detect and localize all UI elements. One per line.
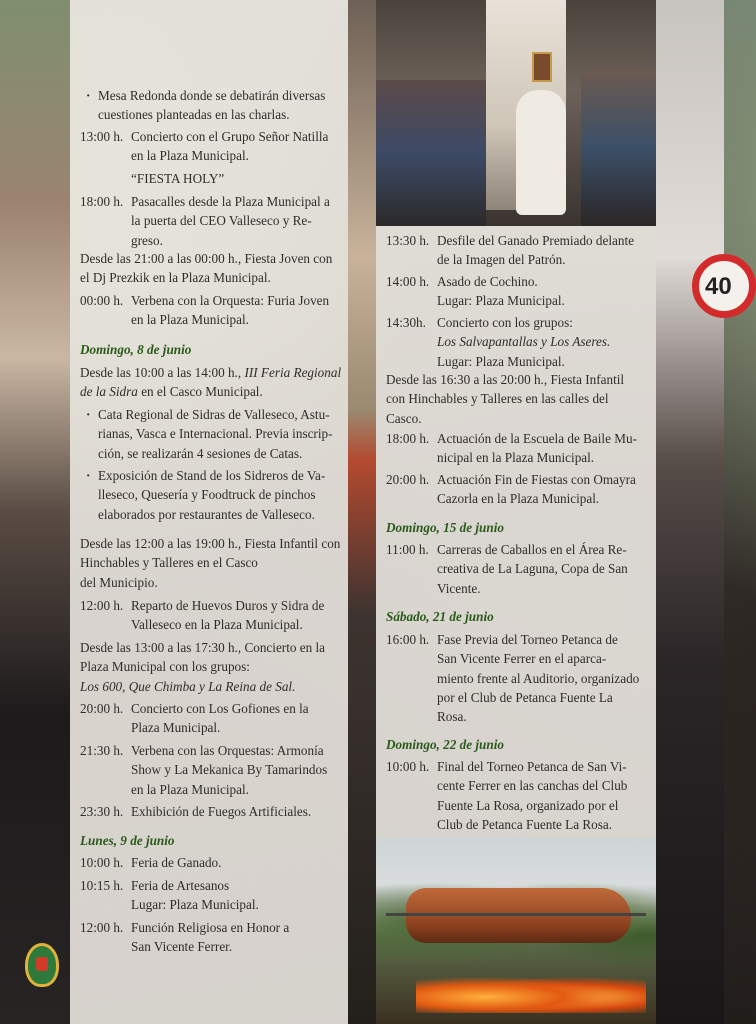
bullet-exposicion-stands: · Exposición de Stand de los Sidreros de Va- lleseco, Quesería y Foodtruck de pinchos elaborados por restaurantes de Valleseco. xyxy=(82,466,340,524)
event-description: Actuación de la Escuela de Baile Mu- nicipal en la Plaza Municipal. xyxy=(437,431,637,466)
paragraph-fiesta-joven: Desde las 21:00 a las 00:00 h., Fiesta Joven con el Dj Prezkik en la Plaza Municipal. xyxy=(80,251,333,286)
event-time: 20:00 h. xyxy=(386,472,430,487)
bullet-cata-regional: · Cata Regional de Sidras de Valleseco, Astu- rianas, Vasca e Internacional. Previa inscrip- ción, se realizarán 4 sesiones de Catas. xyxy=(82,405,340,463)
event-description: Asado de Cochino. Lugar: Plaza Municipal. xyxy=(437,274,565,309)
event-time: 13:00 h. xyxy=(80,129,124,144)
event-time: 11:00 h. xyxy=(386,542,429,557)
event-time: 13:30 h. xyxy=(386,233,430,248)
background-photo-right xyxy=(656,0,724,1024)
event-time: 20:00 h. xyxy=(80,701,124,716)
event-item xyxy=(80,741,340,801)
event-time: 10:15 h. xyxy=(80,878,124,893)
event-item xyxy=(386,630,648,730)
event-item xyxy=(80,918,340,958)
paragraph-fiesta-infantil: Desde las 12:00 a las 19:00 h., Fiesta Infantil con Hinchables y Talleres en el Casco del Municipio. xyxy=(80,536,341,590)
day-heading: Domingo, 22 de junio xyxy=(386,737,504,752)
event-time: 18:00 h. xyxy=(80,194,124,209)
event-item xyxy=(386,540,648,600)
event-description: Exhibición de Fuegos Artificiales. xyxy=(131,804,312,819)
event-item xyxy=(386,231,648,271)
event-description: Feria de Ganado. xyxy=(131,855,222,870)
event-time: 12:00 h. xyxy=(80,598,124,613)
event-time: 21:30 h. xyxy=(80,743,124,758)
event-item xyxy=(386,313,648,373)
crowd-left xyxy=(376,80,486,226)
background-photo-middle xyxy=(348,0,376,1024)
event-item xyxy=(80,192,340,252)
municipal-emblem-icon xyxy=(25,943,59,987)
event-item xyxy=(80,853,340,873)
roast-pig-photo xyxy=(376,838,656,1024)
event-description: Reparto de Huevos Duros y Sidra de Valleseco en la Plaza Municipal. xyxy=(131,598,325,633)
event-item xyxy=(80,596,340,636)
paragraph-concierto-grupos: Desde las 13:00 a las 17:30 h., Concierto en la Plaza Municipal con los grupos: Los 600, Que Chimba y La Reina de Sal. xyxy=(80,640,326,694)
event-description: Verbena con la Orquesta: Furia Joven en la Plaza Municipal. xyxy=(131,293,330,328)
event-item xyxy=(80,291,340,331)
fiesta-holy-label: “FIESTA HOLY” xyxy=(131,171,225,186)
event-item xyxy=(386,429,648,469)
event-time: 18:00 h. xyxy=(386,431,430,446)
event-item xyxy=(80,699,340,739)
event-description: Verbena con las Orquestas: Armonía Show y La Mekanica By Tamarindos en la Plaza Municipal. xyxy=(131,743,328,797)
crowd-right xyxy=(581,70,656,226)
paragraph-fiesta-infantil-casco: Desde las 16:30 a las 20:00 h., Fiesta Infantil con Hinchables y Talleres en las calles del Casco. xyxy=(386,372,625,426)
event-item xyxy=(80,876,340,916)
event-item xyxy=(386,470,648,510)
event-description: Concierto con el Grupo Señor Natilla en la Plaza Municipal. xyxy=(131,129,329,164)
bullet-mesa-redonda: · Mesa Redonda donde se debatirán diversas cuestiones planteadas en las charlas. xyxy=(82,86,340,125)
day-heading: Sábado, 21 de junio xyxy=(386,609,494,624)
event-description: Función Religiosa en Honor a San Vicente Ferrer. xyxy=(131,920,290,955)
spit-rod xyxy=(386,913,646,916)
event-description: Final del Torneo Petanca de San Vi- cente Ferrer en las canchas del Club Fuente La Rosa, organizado por el Club de Petanca Fuente La Rosa. xyxy=(437,759,628,832)
day-heading: Domingo, 15 de junio xyxy=(386,520,504,535)
event-time: 16:00 h. xyxy=(386,632,430,647)
event-description: Concierto con los grupos: Los Salvapantallas y Los Aseres. Lugar: Plaza Municipal. xyxy=(437,315,611,369)
event-item xyxy=(386,272,648,312)
patron-image xyxy=(532,52,552,82)
event-description: Fase Previa del Torneo Petanca de San Vicente Ferrer en el aparca- miento frente al Auditorio, organizado por el Club de Petanca Fuente La Rosa. xyxy=(437,632,640,725)
event-description: Desfile del Ganado Premiado delante de la Imagen del Patrón. xyxy=(437,233,635,268)
event-description: Concierto con Los Gofiones en la Plaza Municipal. xyxy=(131,701,309,736)
background-photo-left xyxy=(0,0,70,1024)
day-heading: Lunes, 9 de junio xyxy=(80,833,175,848)
event-time: 23:30 h. xyxy=(80,804,124,819)
event-time: 14:30h. xyxy=(386,315,426,330)
event-time: 14:00 h. xyxy=(386,274,430,289)
church-procession-photo xyxy=(376,0,656,226)
fire-flames xyxy=(416,973,646,1013)
event-description: Carreras de Caballos en el Área Re- creativa de La Laguna, Copa de San Vicente. xyxy=(437,542,628,596)
event-description: Feria de Artesanos Lugar: Plaza Municipal. xyxy=(131,878,259,913)
speed-limit-value: 40 xyxy=(705,273,732,300)
event-time: 10:00 h. xyxy=(80,855,124,870)
event-item xyxy=(80,802,340,822)
event-time: 00:00 h. xyxy=(80,293,124,308)
event-item xyxy=(386,757,648,837)
event-time: 10:00 h. xyxy=(386,759,430,774)
priest-figure xyxy=(516,90,566,215)
paragraph-feria-sidra: Desde las 10:00 a las 14:00 h., III Feria Regional de la Sidra en el Casco Municipal. xyxy=(80,365,342,400)
event-time: 12:00 h. xyxy=(80,920,124,935)
day-heading: Domingo, 8 de junio xyxy=(80,342,192,357)
speed-limit-sign xyxy=(692,254,756,318)
event-item xyxy=(80,127,340,167)
event-description: Pasacalles desde la Plaza Municipal a la puerta del CEO Valleseco y Re- greso. xyxy=(131,194,330,248)
event-description: Actuación Fin de Fiestas con Omayra Cazorla en la Plaza Municipal. xyxy=(437,472,636,507)
